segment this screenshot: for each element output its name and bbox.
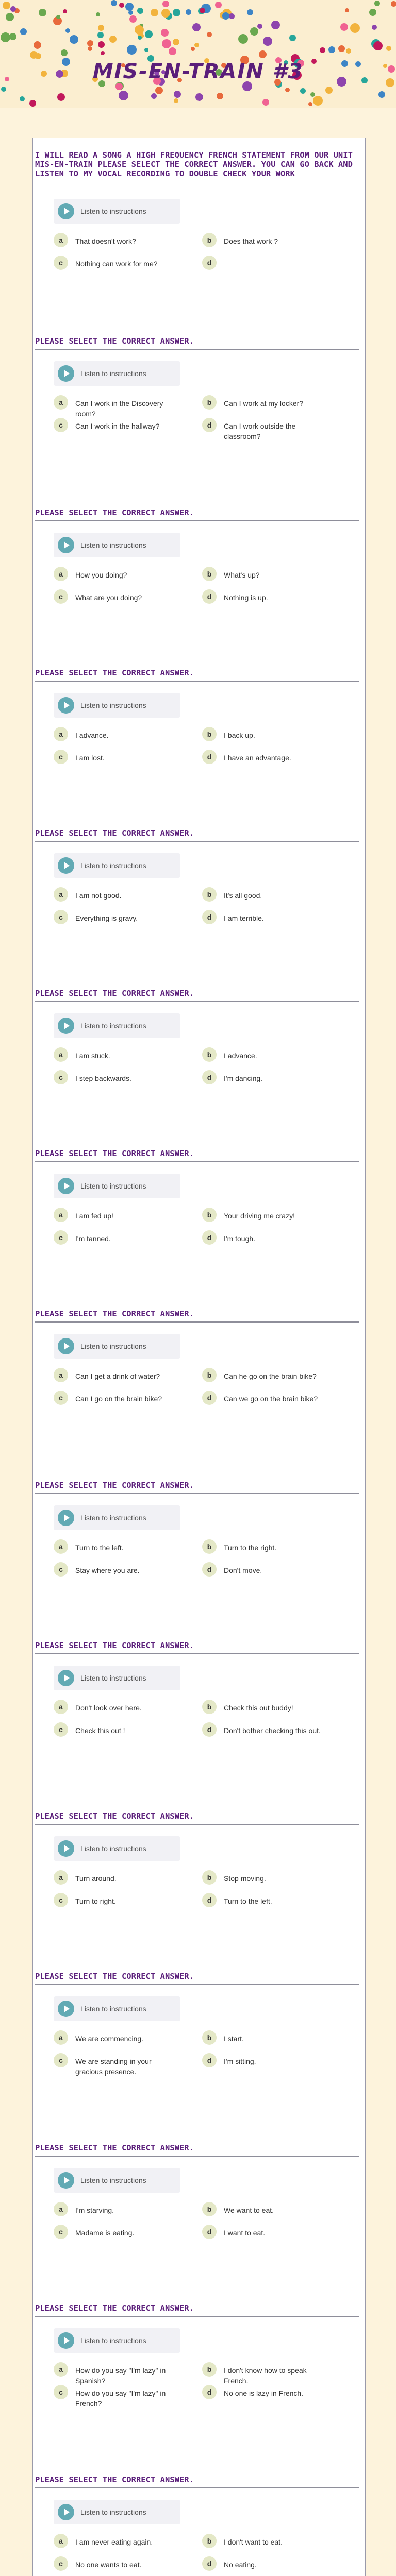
divider <box>35 1493 359 1494</box>
option-text: I am terrible. <box>224 914 264 922</box>
play-icon[interactable] <box>58 1338 74 1354</box>
question-title: PLEASE SELECT THE CORRECT ANSWER. <box>35 1149 194 1158</box>
confetti-dot <box>6 13 14 21</box>
option-letter-badge[interactable]: a <box>54 567 68 581</box>
divider <box>35 841 359 842</box>
play-icon[interactable] <box>58 2332 74 2349</box>
option-text: Can I go on the brain bike? <box>75 1395 162 1403</box>
confetti-dot <box>151 9 158 16</box>
confetti-dot <box>98 41 105 48</box>
option-text: Turn to the left. <box>75 1544 124 1552</box>
confetti-dot <box>161 9 170 18</box>
option-text: I don't know how to speak French. <box>224 2366 307 2385</box>
option-text: That doesn't work? <box>75 237 136 245</box>
confetti-dot <box>247 9 253 15</box>
option-text: I'm sitting. <box>224 2057 256 2065</box>
confetti-dot <box>192 23 201 31</box>
confetti-dot <box>325 87 333 94</box>
confetti-dot <box>386 46 391 51</box>
divider <box>35 1653 359 1654</box>
confetti-dot <box>217 93 223 99</box>
option-letter-badge[interactable]: a <box>54 887 68 902</box>
question-title: PLEASE SELECT THE CORRECT ANSWER. <box>35 989 194 998</box>
confetti-dot <box>138 36 142 40</box>
audio-player[interactable] <box>54 1996 180 2021</box>
confetti-dot <box>338 45 345 52</box>
option-letter-badge[interactable]: d <box>202 589 217 604</box>
option-text: Can I work outside the classroom? <box>224 422 296 440</box>
confetti-dot <box>186 9 191 15</box>
option-letter-badge[interactable]: a <box>54 1870 68 1885</box>
question-title: PLEASE SELECT THE CORRECT ANSWER. <box>35 828 194 838</box>
option-text: I have an advantage. <box>224 754 291 762</box>
confetti-dot <box>289 35 296 41</box>
play-icon[interactable] <box>58 1510 74 1526</box>
option-text: I am fed up! <box>75 1212 113 1220</box>
option-letter-badge[interactable]: b <box>202 1700 217 1714</box>
option-text: Your driving me crazy! <box>224 1212 295 1220</box>
question-title: PLEASE SELECT THE CORRECT ANSWER. <box>35 1309 194 1318</box>
confetti-dot <box>119 91 128 100</box>
divider <box>35 2156 359 2157</box>
option-letter-badge[interactable]: b <box>202 1368 217 1382</box>
option-letter-badge[interactable]: c <box>54 1391 68 1405</box>
play-icon[interactable] <box>58 1840 74 1857</box>
option-letter-badge[interactable]: c <box>54 2053 68 2067</box>
option-letter-badge[interactable]: d <box>202 2225 217 2239</box>
confetti-dot <box>173 39 179 45</box>
option-letter-badge[interactable]: b <box>202 2362 217 2377</box>
confetti-dot <box>174 91 181 98</box>
option-text: We are commencing. <box>75 2035 144 2043</box>
option-text: How do you say "I'm lazy" in Spanish? <box>75 2366 166 2385</box>
option-text: I start. <box>224 2035 244 2043</box>
question-title: PLEASE SELECT THE CORRECT ANSWER. <box>35 508 194 517</box>
confetti-dot <box>101 51 105 55</box>
audio-player[interactable] <box>54 693 180 718</box>
audio-player[interactable] <box>54 533 180 557</box>
audio-label: Listen to instructions <box>80 1514 146 1522</box>
audio-player[interactable] <box>54 1836 180 1861</box>
play-icon[interactable] <box>58 1018 74 1034</box>
audio-label: Listen to instructions <box>80 1182 146 1190</box>
option-letter-badge[interactable]: c <box>54 910 68 924</box>
audio-player[interactable] <box>54 1013 180 1038</box>
confetti-dot <box>127 45 137 55</box>
audio-player[interactable] <box>54 2328 180 2353</box>
confetti-dot <box>320 47 325 53</box>
question-title: PLEASE SELECT THE CORRECT ANSWER. <box>35 2143 194 2153</box>
option-letter-badge[interactable]: b <box>202 1208 217 1222</box>
confetti-dot <box>1 87 6 92</box>
option-text: Can I work at my locker? <box>224 399 304 408</box>
option-text: Does that work ? <box>224 237 278 245</box>
divider <box>35 1824 359 1825</box>
confetti-dot <box>96 12 100 16</box>
play-icon[interactable] <box>58 1670 74 1686</box>
question-title: PLEASE SELECT THE CORRECT ANSWER. <box>35 1481 194 1490</box>
option-text: No one wants to eat. <box>75 2561 142 2569</box>
option-letter-badge[interactable]: c <box>54 2225 68 2239</box>
confetti-dot <box>20 96 25 101</box>
confetti-dot <box>145 30 153 38</box>
question-title: PLEASE SELECT THE CORRECT ANSWER. <box>35 336 194 346</box>
option-letter-badge[interactable]: d <box>202 750 217 764</box>
confetti-dot <box>119 3 124 8</box>
option-letter-badge[interactable]: d <box>202 1070 217 1084</box>
audio-label: Listen to instructions <box>80 2005 146 2013</box>
confetti-dot <box>195 93 203 101</box>
option-letter-badge[interactable]: a <box>54 1047 68 1062</box>
play-icon[interactable] <box>58 2172 74 2189</box>
divider <box>35 1001 359 1002</box>
option-letter-badge[interactable]: c <box>54 1070 68 1084</box>
question-title: PLEASE SELECT THE CORRECT ANSWER. <box>35 1972 194 1981</box>
option-text: Stay where you are. <box>75 1566 140 1574</box>
option-text: Don't look over here. <box>75 1704 142 1712</box>
option-text: Check this out ! <box>75 1726 125 1735</box>
confetti-dot <box>128 10 133 15</box>
confetti-dot <box>391 1 396 7</box>
confetti-dot <box>340 23 348 31</box>
confetti-dot <box>1 32 10 42</box>
confetti-dot <box>200 8 205 13</box>
option-text: I'm starving. <box>75 2206 114 2214</box>
page-title: MIS-EN-TRAIN #3 <box>92 60 304 83</box>
option-letter-badge[interactable]: b <box>202 2202 217 2216</box>
option-letter-badge[interactable]: a <box>54 233 68 247</box>
confetti-dot <box>222 12 229 20</box>
option-text: I'm tough. <box>224 1234 256 1243</box>
confetti-dot <box>169 47 176 55</box>
option-letter-badge[interactable]: b <box>202 2534 217 2548</box>
audio-label: Listen to instructions <box>80 2176 146 2184</box>
instructions-text: I WILL READ A SONG A HIGH FREQUENCY FRENCH STATEMENT FROM OUR UNIT MIS-EN-TRAIN PLEASE SELECT THE CORRECT ANSWER. YOU CAN GO BACK AND LISTEN TO MY VOCAL RECORDING TO DOUBLE CHECK YOUR WORK <box>35 150 353 178</box>
confetti-dot <box>162 1 169 7</box>
option-letter-badge[interactable]: b <box>202 1539 217 1554</box>
option-letter-badge[interactable]: d <box>202 2556 217 2571</box>
divider <box>35 1984 359 1985</box>
question-title: PLEASE SELECT THE CORRECT ANSWER. <box>35 1811 194 1821</box>
audio-label: Listen to instructions <box>80 861 146 870</box>
confetti-dot <box>310 92 315 97</box>
header-banner <box>0 0 396 108</box>
play-icon[interactable] <box>58 2001 74 2017</box>
audio-player[interactable] <box>54 2500 180 2524</box>
confetti-dot <box>144 48 148 52</box>
option-letter-badge[interactable]: c <box>54 418 68 432</box>
confetti-dot <box>174 98 178 103</box>
option-text: What's up? <box>224 571 260 579</box>
option-letter-badge[interactable]: c <box>54 589 68 604</box>
option-letter-badge[interactable]: b <box>202 1047 217 1062</box>
option-text: We want to eat. <box>224 2206 274 2214</box>
audio-label: Listen to instructions <box>80 701 146 709</box>
option-letter-badge[interactable]: a <box>54 2030 68 2045</box>
confetti-dot <box>61 49 68 56</box>
option-letter-badge[interactable]: a <box>54 1700 68 1714</box>
confetti-dot <box>155 87 163 94</box>
audio-label: Listen to instructions <box>80 1844 146 1853</box>
option-letter-badge[interactable]: b <box>202 395 217 410</box>
option-text: I am stuck. <box>75 1052 110 1060</box>
audio-label: Listen to instructions <box>80 369 146 378</box>
option-letter-badge[interactable]: d <box>202 1391 217 1405</box>
play-icon[interactable] <box>58 857 74 874</box>
confetti-dot <box>109 36 117 43</box>
confetti-dot <box>29 100 36 107</box>
option-text: I'm tanned. <box>75 1234 111 1243</box>
divider <box>35 681 359 682</box>
option-letter-badge[interactable]: d <box>202 1230 217 1245</box>
question-title: PLEASE SELECT THE CORRECT ANSWER. <box>35 1641 194 1650</box>
question-title: PLEASE SELECT THE CORRECT ANSWER. <box>35 2303 194 2313</box>
confetti-dot <box>238 34 248 44</box>
confetti-dot <box>271 21 280 29</box>
option-text: Madame is eating. <box>75 2229 135 2237</box>
question-title: PLEASE SELECT THE CORRECT ANSWER. <box>35 668 194 677</box>
play-icon[interactable] <box>58 1178 74 1194</box>
divider <box>35 520 359 521</box>
option-text: Don't bother checking this out. <box>224 1726 321 1735</box>
confetti-dot <box>39 9 46 16</box>
option-text: I'm dancing. <box>224 1074 263 1082</box>
divider <box>35 2487 359 2488</box>
option-letter-badge[interactable]: b <box>202 887 217 902</box>
confetti-dot <box>194 43 199 47</box>
audio-player[interactable] <box>54 1334 180 1359</box>
audio-label: Listen to instructions <box>80 207 146 215</box>
play-icon[interactable] <box>58 365 74 382</box>
option-letter-badge[interactable]: d <box>202 256 217 270</box>
divider <box>35 2316 359 2317</box>
option-letter-badge[interactable]: c <box>54 1230 68 1245</box>
option-text: Turn to the right. <box>224 1544 277 1552</box>
audio-label: Listen to instructions <box>80 1022 146 1030</box>
option-letter-badge[interactable]: c <box>54 750 68 764</box>
confetti-dot <box>262 99 269 106</box>
option-letter-badge[interactable]: c <box>54 2556 68 2571</box>
audio-label: Listen to instructions <box>80 1342 146 1350</box>
audio-label: Listen to instructions <box>80 2508 146 2516</box>
option-text: I step backwards. <box>75 1074 131 1082</box>
confetti-dot <box>300 88 306 94</box>
option-letter-badge[interactable]: a <box>54 1208 68 1222</box>
option-text: I advance. <box>224 1052 257 1060</box>
confetti-dot <box>257 24 262 29</box>
play-icon[interactable] <box>58 537 74 553</box>
confetti-dot <box>229 13 235 19</box>
confetti-dot <box>161 29 169 37</box>
option-letter-badge[interactable]: c <box>54 2385 68 2399</box>
option-text: I am not good. <box>75 891 122 900</box>
option-text: Nothing is up. <box>224 594 268 602</box>
audio-player[interactable] <box>54 199 180 224</box>
option-text: Can I work in the Discovery room? <box>75 399 163 418</box>
audio-player[interactable] <box>54 853 180 878</box>
confetti-dot <box>374 1 380 6</box>
option-text: How you doing? <box>75 571 127 579</box>
confetti-dot <box>373 41 383 50</box>
option-text: Turn to the left. <box>224 1897 272 1905</box>
divider <box>35 1321 359 1323</box>
option-text: We are standing in your gracious presence. <box>75 2057 152 2076</box>
question-title: PLEASE SELECT THE CORRECT ANSWER. <box>35 2475 194 2484</box>
confetti-dot <box>328 46 335 53</box>
option-letter-badge[interactable]: d <box>202 1562 217 1577</box>
confetti-dot <box>173 9 180 16</box>
confetti-dot <box>250 27 258 36</box>
option-letter-badge[interactable]: b <box>202 567 217 581</box>
divider <box>35 349 359 350</box>
audio-player[interactable] <box>54 1505 180 1530</box>
confetti-dot <box>191 47 195 51</box>
confetti-dot <box>369 9 376 16</box>
option-text: I want to eat. <box>224 2229 266 2237</box>
option-text: No one is lazy in French. <box>224 2389 304 2397</box>
confetti-dot <box>20 28 27 35</box>
play-icon[interactable] <box>58 2504 74 2520</box>
option-letter-badge[interactable]: d <box>202 1722 217 1737</box>
divider <box>35 1161 359 1162</box>
confetti-dot <box>56 15 60 19</box>
option-text: Can we go on the brain bike? <box>224 1395 318 1403</box>
option-letter-badge[interactable]: a <box>54 2362 68 2377</box>
option-letter-badge[interactable]: c <box>54 1893 68 1907</box>
confetti-dot <box>215 2 222 8</box>
confetti-dot <box>34 41 41 49</box>
confetti-dot <box>57 93 65 101</box>
option-letter-badge[interactable]: d <box>202 1893 217 1907</box>
confetti-dot <box>3 2 10 9</box>
option-letter-badge[interactable]: b <box>202 1870 217 1885</box>
option-text: Check this out buddy! <box>224 1704 293 1712</box>
option-letter-badge[interactable]: a <box>54 727 68 741</box>
confetti-dot <box>111 0 117 6</box>
audio-player[interactable] <box>54 361 180 386</box>
option-text: What are you doing? <box>75 594 142 602</box>
confetti-dot <box>285 88 290 92</box>
audio-player[interactable] <box>54 1666 180 1690</box>
option-letter-badge[interactable]: c <box>54 1722 68 1737</box>
option-text: No eating. <box>224 2561 257 2569</box>
option-letter-badge[interactable]: d <box>202 418 217 432</box>
confetti-dot <box>70 35 78 44</box>
option-letter-badge[interactable]: a <box>54 1539 68 1554</box>
confetti-dot <box>313 96 323 106</box>
confetti-dot <box>98 25 104 31</box>
audio-player[interactable] <box>54 1174 180 1198</box>
option-letter-badge[interactable]: a <box>54 2202 68 2216</box>
confetti-dot <box>308 102 312 106</box>
option-text: Turn to right. <box>75 1897 116 1905</box>
confetti-dot <box>97 32 104 38</box>
confetti-dot <box>162 39 171 48</box>
option-text: Can he go on the brain bike? <box>224 1372 317 1380</box>
option-letter-badge[interactable]: b <box>202 2030 217 2045</box>
confetti-dot <box>207 32 212 37</box>
play-icon[interactable] <box>58 697 74 714</box>
option-text: I am lost. <box>75 754 105 762</box>
option-letter-badge[interactable]: a <box>54 2534 68 2548</box>
confetti-dot <box>88 46 92 51</box>
option-letter-badge[interactable]: c <box>54 256 68 270</box>
confetti-dot <box>378 91 385 98</box>
option-text: I back up. <box>224 731 255 739</box>
option-letter-badge[interactable]: b <box>202 727 217 741</box>
option-letter-badge[interactable]: b <box>202 233 217 247</box>
option-text: Nothing can work for me? <box>75 260 158 268</box>
confetti-dot <box>259 50 267 58</box>
confetti-dot <box>151 93 157 99</box>
confetti-dot <box>125 3 134 11</box>
option-letter-badge[interactable]: d <box>202 2385 217 2399</box>
play-icon[interactable] <box>58 203 74 219</box>
confetti-dot <box>63 9 67 13</box>
option-text: Turn around. <box>75 1874 117 1883</box>
option-letter-badge[interactable]: d <box>202 2053 217 2067</box>
option-letter-badge[interactable]: c <box>54 1562 68 1577</box>
option-text: It's all good. <box>224 891 262 900</box>
confetti-dot <box>129 15 137 23</box>
confetti-dot <box>345 8 349 12</box>
confetti-dot <box>87 40 93 46</box>
confetti-dot <box>65 28 70 33</box>
audio-label: Listen to instructions <box>80 1674 146 1682</box>
option-text: How do you say "I'm lazy" in French? <box>75 2389 166 2408</box>
option-letter-badge[interactable]: d <box>202 910 217 924</box>
option-text: I don't want to eat. <box>224 2538 283 2546</box>
option-text: Don't move. <box>224 1566 262 1574</box>
confetti-dot <box>135 25 144 35</box>
audio-label: Listen to instructions <box>80 2336 146 2345</box>
option-text: Can I get a drink of water? <box>75 1372 160 1380</box>
confetti-dot <box>116 83 123 90</box>
option-text: Stop moving. <box>224 1874 266 1883</box>
confetti-dot <box>350 23 360 33</box>
confetti-dot <box>10 6 16 12</box>
confetti-dot <box>372 25 377 30</box>
confetti-dot <box>263 37 272 46</box>
option-text: I am never eating again. <box>75 2538 153 2546</box>
option-text: Everything is gravy. <box>75 914 138 922</box>
option-text: Can I work in the hallway? <box>75 422 160 430</box>
option-letter-badge[interactable]: a <box>54 1368 68 1382</box>
confetti-dot <box>9 33 16 40</box>
audio-label: Listen to instructions <box>80 541 146 549</box>
option-text: I advance. <box>75 731 109 739</box>
confetti-dot <box>35 53 41 59</box>
confetti-dot <box>137 8 143 14</box>
audio-player[interactable] <box>54 2168 180 2193</box>
confetti-dot <box>346 48 351 54</box>
option-letter-badge[interactable]: a <box>54 395 68 410</box>
